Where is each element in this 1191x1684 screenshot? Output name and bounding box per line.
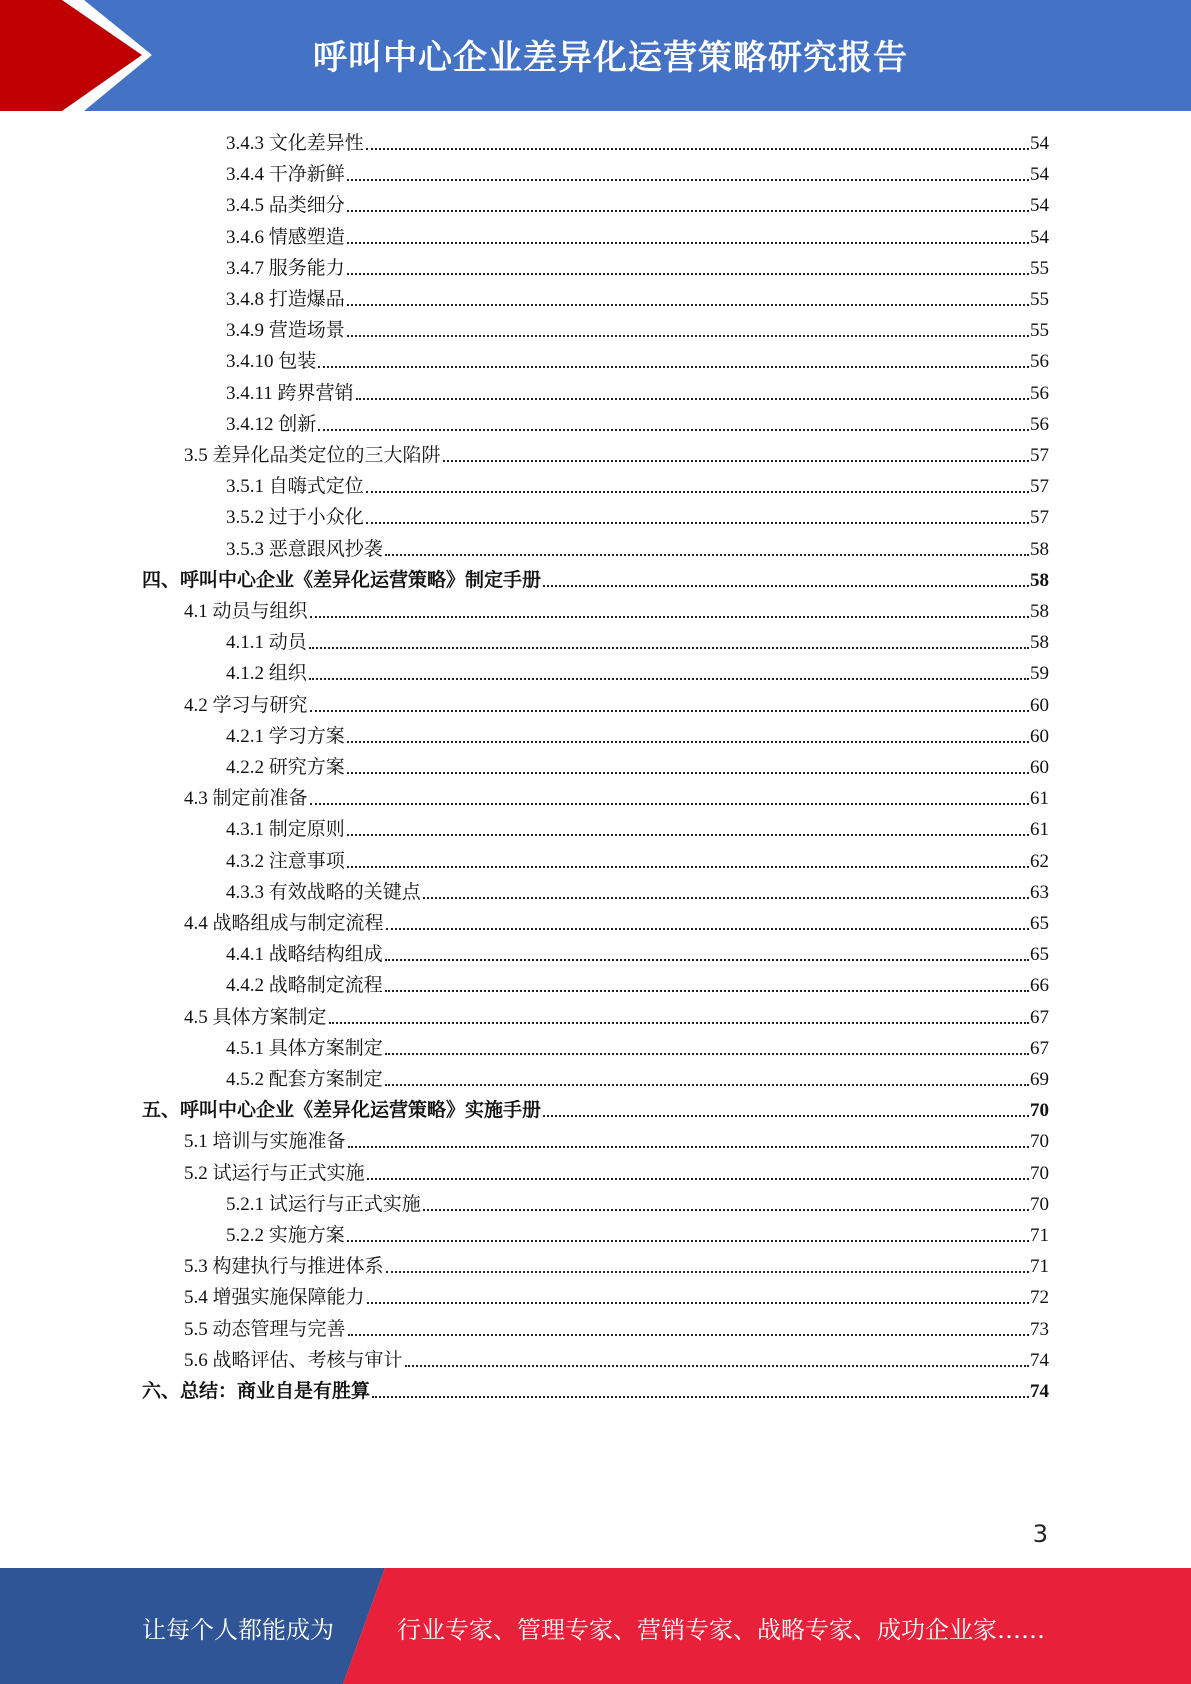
toc-dot-leader [367,1178,1029,1180]
toc-entry[interactable] [142,1376,1049,1407]
toc-entry-title: 5.3 构建执行与推进体系 [184,1256,384,1277]
toc-entry-page: 58 [1030,601,1049,622]
toc-entry-title: 3.4.11 跨界营销 [226,383,354,404]
toc-entry[interactable] [226,284,1049,315]
toc-entry-page: 65 [1030,913,1049,934]
toc-dot-leader [347,179,1029,181]
toc-dot-leader [423,1209,1029,1211]
toc-entry[interactable] [226,752,1049,783]
toc-dot-leader [443,460,1029,462]
toc-dot-leader [318,366,1029,368]
toc-entry[interactable] [184,440,1049,471]
toc-dot-leader [356,398,1029,400]
toc-entry-title: 5.4 增强实施保障能力 [184,1287,365,1308]
toc-entry-title: 3.4.5 品类细分 [226,195,345,216]
toc-entry[interactable] [184,1282,1049,1313]
toc-entry[interactable] [226,1033,1049,1064]
toc-dot-leader [386,928,1029,930]
toc-entry-page: 70 [1030,1163,1049,1184]
footer-slogan-right: 行业专家、管理专家、营销专家、战略专家、成功企业家…… [397,1616,1045,1644]
toc-dot-leader [385,990,1029,992]
toc-entry-title: 3.4.8 打造爆品 [226,289,345,310]
toc-dot-leader [405,1365,1029,1367]
toc-dot-leader [385,1084,1029,1086]
toc-dot-leader [385,959,1029,961]
toc-entry[interactable] [226,471,1049,502]
toc-entry[interactable] [226,627,1049,658]
toc-entry-page: 55 [1030,258,1049,279]
footer-slogan-left: 让每个人都能成为 [142,1616,334,1644]
toc-dot-leader [347,273,1029,275]
toc-entry-title: 3.4.6 情感塑造 [226,227,345,248]
toc-entry[interactable] [142,1095,1049,1126]
toc-entry-title: 4.2.2 研究方案 [226,757,345,778]
toc-dot-leader [347,741,1029,743]
toc-entry-title: 4.5.1 具体方案制定 [226,1038,383,1059]
toc-entry[interactable] [226,1064,1049,1095]
toc-entry-page: 58 [1030,539,1049,560]
page-header [0,0,1191,111]
toc-entry-page: 54 [1030,133,1049,154]
toc-entry-page: 57 [1030,476,1049,497]
toc-dot-leader [367,1302,1029,1304]
toc-entry-page: 72 [1030,1287,1049,1308]
toc-entry-title: 5.2.2 实施方案 [226,1225,345,1246]
toc-entry-title: 4.3.1 制定原则 [226,819,345,840]
toc-entry-page: 70 [1030,1131,1049,1152]
toc-entry-page: 56 [1030,351,1049,372]
toc-entry[interactable] [184,1002,1049,1033]
toc-entry[interactable] [184,1314,1049,1345]
toc-dot-leader [385,1053,1029,1055]
toc-entry-title: 5.1 培训与实施准备 [184,1131,346,1152]
toc-entry-title: 4.3.3 有效战略的关键点 [226,882,421,903]
toc-entry-page: 65 [1030,944,1049,965]
toc-dot-leader [372,1396,1029,1398]
toc-entry-title: 4.1.1 动员 [226,632,307,653]
toc-entry[interactable] [226,939,1049,970]
toc-entry-title: 5.2.1 试运行与正式实施 [226,1194,421,1215]
toc-entry[interactable] [226,877,1049,908]
toc-dot-leader [347,1240,1029,1242]
toc-entry[interactable] [226,1220,1049,1251]
toc-dot-leader [348,1146,1029,1148]
toc-entry-page: 55 [1030,289,1049,310]
toc-entry-title: 3.5 差异化品类定位的三大陷阱 [184,445,441,466]
toc-entry[interactable] [226,346,1049,377]
toc-entry-title: 5.2 试运行与正式实施 [184,1163,365,1184]
toc-dot-leader [423,897,1029,899]
page-number: 3 [1032,1520,1048,1548]
toc-entry-page: 67 [1030,1038,1049,1059]
toc-entry-page: 69 [1030,1069,1049,1090]
toc-entry-page: 56 [1030,414,1049,435]
toc-entry-page: 60 [1030,757,1049,778]
toc-entry-title: 3.4.12 创新 [226,414,317,435]
toc-entry-title: 4.2.1 学习方案 [226,726,345,747]
toc-entry-title: 4.5 具体方案制定 [184,1007,327,1028]
toc-dot-leader [347,335,1029,337]
toc-entry[interactable] [226,846,1049,877]
toc-entry[interactable] [184,1126,1049,1157]
toc-entry-page: 74 [1030,1350,1049,1371]
toc-entry-page: 71 [1030,1225,1049,1246]
toc-entry-title: 六、总结：商业自是有胜算 [142,1381,371,1402]
toc-dot-leader [329,1022,1029,1024]
toc-entry-page: 67 [1030,1007,1049,1028]
toc-entry-page: 56 [1030,383,1049,404]
toc-entry-title: 3.4.3 文化差异性 [226,133,364,154]
toc-entry[interactable] [184,783,1049,814]
toc-entry[interactable] [226,315,1049,346]
toc-dot-leader [310,710,1029,712]
toc-entry-page: 62 [1030,851,1049,872]
toc-entry-page: 71 [1030,1256,1049,1277]
toc-entry[interactable] [226,502,1049,533]
toc-entry[interactable] [184,1345,1049,1376]
toc-dot-leader [543,1115,1029,1117]
toc-entry[interactable] [226,658,1049,689]
toc-dot-leader [347,242,1029,244]
toc-dot-leader [347,834,1029,836]
toc-entry[interactable] [226,222,1049,253]
toc-entry[interactable] [184,690,1049,721]
toc-dot-leader [366,491,1029,493]
toc-dot-leader [347,304,1029,306]
toc-entry-title: 4.1 动员与组织 [184,601,308,622]
toc-entry[interactable] [184,1158,1049,1189]
toc-entry[interactable] [184,596,1049,627]
toc-entry[interactable] [226,190,1049,221]
toc-entry-page: 55 [1030,320,1049,341]
toc-dot-leader [309,678,1029,680]
toc-entry-title: 3.4.4 干净新鲜 [226,164,345,185]
toc-entry[interactable] [226,409,1049,440]
toc-entry-page: 70 [1030,1100,1049,1121]
toc-dot-leader [543,585,1029,587]
toc-entry-title: 四、呼叫中心企业《差异化运营策略》制定手册 [142,570,542,591]
toc-entry-title: 3.5.2 过于小众化 [226,507,364,528]
toc-entry-page: 70 [1030,1194,1049,1215]
toc-entry-page: 60 [1030,695,1049,716]
toc-entry[interactable] [184,908,1049,939]
toc-dot-leader [366,148,1029,150]
toc-entry-title: 5.6 战略评估、考核与审计 [184,1350,403,1371]
toc-entry-page: 61 [1030,788,1049,809]
toc-dot-leader [385,554,1029,556]
toc-entry-page: 54 [1030,227,1049,248]
toc-entry[interactable] [226,253,1049,284]
toc-entry[interactable] [226,128,1049,159]
toc-entry-page: 63 [1030,882,1049,903]
toc-entry[interactable] [226,159,1049,190]
toc-dot-leader [366,522,1029,524]
toc-entry-page: 57 [1030,507,1049,528]
toc-entry-title: 4.3 制定前准备 [184,788,308,809]
toc-entry-title: 4.4.2 战略制定流程 [226,975,383,996]
toc-entry-title: 5.5 动态管理与完善 [184,1319,346,1340]
toc-entry[interactable] [226,814,1049,845]
toc-entry-title: 4.2 学习与研究 [184,695,308,716]
toc-entry-title: 4.3.2 注意事项 [226,851,345,872]
toc-entry-page: 73 [1030,1319,1049,1340]
toc-entry-page: 66 [1030,975,1049,996]
toc-entry-title: 3.5.1 自嗨式定位 [226,476,364,497]
page-footer [0,1568,1191,1684]
document-title: 呼叫中心企业差异化运营策略研究报告 [313,38,908,78]
toc-entry-title: 3.4.10 包装 [226,351,317,372]
toc-entry-page: 58 [1030,632,1049,653]
toc-entry-page: 61 [1030,819,1049,840]
toc-dot-leader [347,772,1029,774]
toc-entry-page: 57 [1030,445,1049,466]
toc-entry[interactable] [184,1251,1049,1282]
toc-entry-page: 58 [1030,570,1049,591]
toc-entry-title: 4.4.1 战略结构组成 [226,944,383,965]
toc-entry[interactable] [226,721,1049,752]
toc-entry-page: 54 [1030,195,1049,216]
toc-dot-leader [347,866,1029,868]
toc-entry[interactable] [226,534,1049,565]
toc-entry-page: 74 [1030,1381,1049,1402]
toc-dot-leader [309,647,1029,649]
toc-dot-leader [347,210,1029,212]
toc-dot-leader [310,803,1029,805]
toc-entry-title: 3.4.7 服务能力 [226,258,345,279]
toc-entry[interactable] [142,565,1049,596]
toc-entry-title: 3.4.9 营造场景 [226,320,345,341]
toc-entry-title: 4.4 战略组成与制定流程 [184,913,384,934]
toc-entry-page: 60 [1030,726,1049,747]
toc-entry-title: 4.5.2 配套方案制定 [226,1069,383,1090]
toc-dot-leader [386,1271,1029,1273]
toc-dot-leader [310,616,1029,618]
toc-entry[interactable] [226,1189,1049,1220]
toc-entry[interactable] [226,970,1049,1001]
toc-entry-page: 54 [1030,164,1049,185]
toc-entry-title: 3.5.3 恶意跟风抄袭 [226,539,383,560]
toc-entry-title: 4.1.2 组织 [226,663,307,684]
toc-entry-title: 五、呼叫中心企业《差异化运营策略》实施手册 [142,1100,542,1121]
toc-entry[interactable] [226,378,1049,409]
toc-dot-leader [318,429,1029,431]
toc-dot-leader [348,1334,1029,1336]
toc-entry-page: 59 [1030,663,1049,684]
